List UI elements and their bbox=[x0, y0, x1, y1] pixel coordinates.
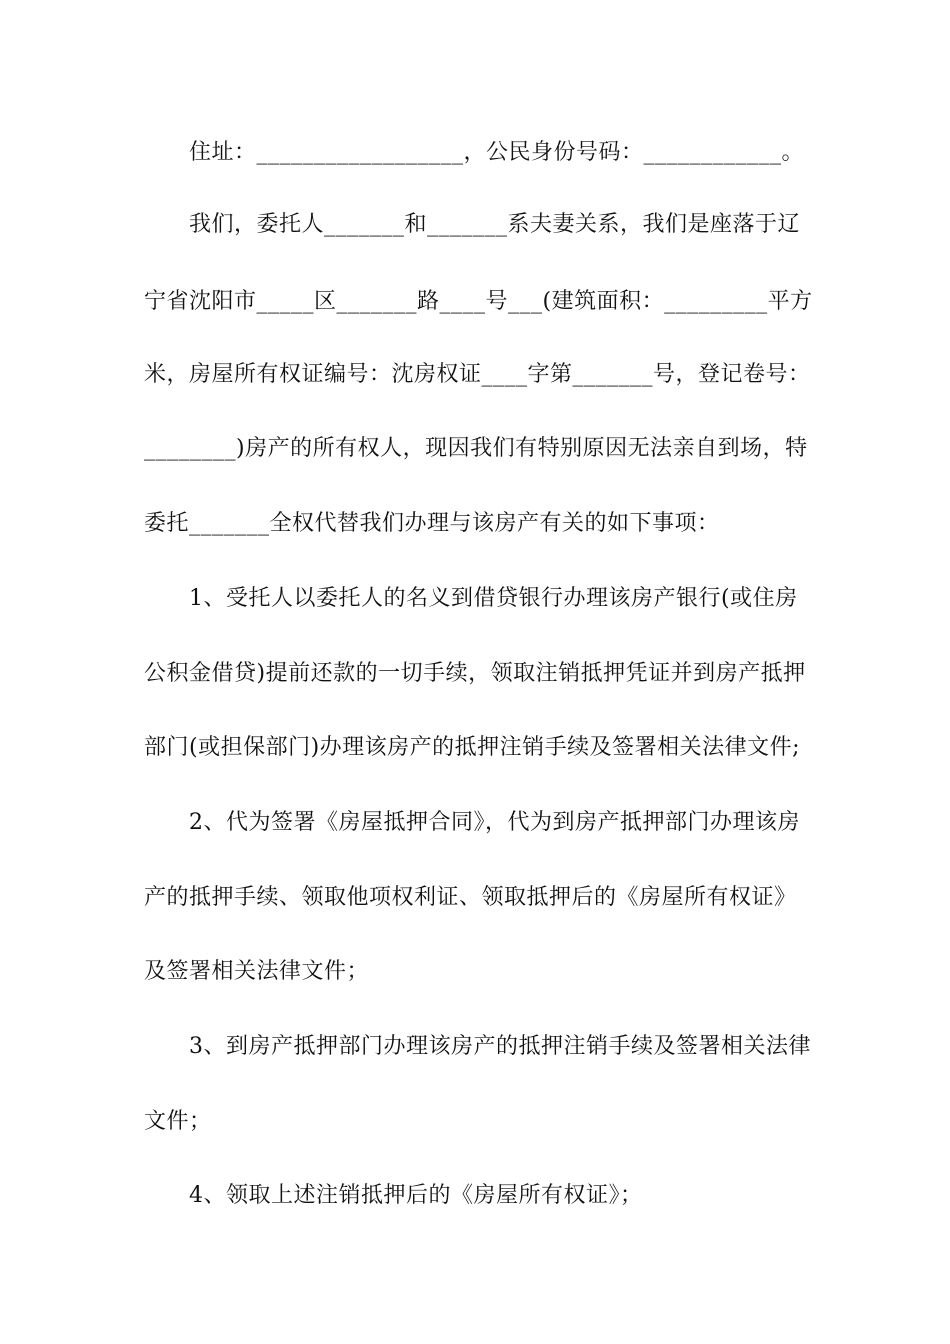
principal-paragraph-line-2: 宁省沈阳市_____区_______路____号___(建筑面积：_________平方 bbox=[144, 289, 813, 314]
item-1-line-1: 1、受托人以委托人的名义到借贷银行办理该房产银行(或住房 bbox=[189, 586, 798, 611]
item-2-line-2: 产的抵押手续、领取他项权利证、领取抵押后的《房屋所有权证》 bbox=[144, 885, 797, 910]
principal-paragraph-line-5: 委托_______全权代替我们办理与该房产有关的如下事项： bbox=[144, 511, 720, 536]
principal-paragraph-line-3: 米，房屋所有权证编号：沈房权证____字第_______号，登记卷号： bbox=[144, 362, 811, 387]
item-1-line-2: 公积金借贷)提前还款的一切手续，领取注销抵押凭证并到房产抵押 bbox=[144, 661, 806, 686]
item-3-line-2: 文件； bbox=[144, 1109, 212, 1134]
principal-paragraph-line-1: 我们，委托人_______和_______系夫妻关系，我们是座落于辽 bbox=[189, 212, 801, 237]
item-4-line-1: 4、领取上述注销抵押后的《房屋所有权证》； bbox=[189, 1183, 643, 1208]
address-id-line: 住址：__________________，公民身份号码：____________。 bbox=[189, 140, 805, 165]
item-2-line-3: 及签署相关法律文件； bbox=[144, 959, 370, 984]
item-1-line-3: 部门(或担保部门)办理该房产的抵押注销手续及签署相关法律文件; bbox=[144, 735, 801, 760]
principal-paragraph-line-4: ________)房产的所有权人，现因我们有特别原因无法亲自到场，特 bbox=[144, 436, 808, 461]
item-2-line-1: 2、代为签署《房屋抵押合同》，代为到房产抵押部门办理该房 bbox=[189, 810, 800, 835]
item-3-line-1: 3、到房产抵押部门办理该房产的抵押注销手续及签署相关法律 bbox=[189, 1034, 811, 1059]
